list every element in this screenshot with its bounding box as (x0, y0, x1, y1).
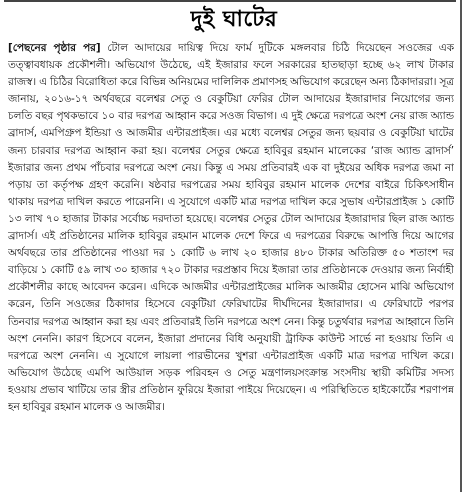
top-divider (4, 0, 456, 2)
article-paragraph (8, 40, 454, 416)
headline: দুই ঘাটের (190, 7, 278, 32)
continuation-kicker: [পেছনের পৃষ্ঠার পর] (8, 42, 101, 54)
article-body (8, 40, 454, 488)
article-text: টোল আদায়ের দায়িত্ব দিয়ে ফার্ম দুটিকে মঙ্গলবার চিঠি দিয়েছেন সওজের এক তত্ত্বাবধায়ক প্রকৌশলী। অভিযোগ উঠেছে, এই ইজারার ফলে সরকারের হাতছাড়া হচ্ছে ৬২ লাখ টাকার রাজস্ব। এ চিঠির বিরোধিতা করে বিভিন্ন অনিয়মের দালিলিক প্রমাণসহ অভিযোগ করেছেন অন্য ঠিকাদাররা। সূত্র জানায়, ২০১৬-১৭ অর্থবছরে বলেশ্বর সেতু ও বেকুটিয়া ফেরির টোল আদায়ের ইজারাদার নিয়োগের জন্য চলতি বছর পৃথকভাবে ১০ বার দরপত্র আহ্বান করে সওজ বিভাগ। এ দুই ক্ষেত্রে দরপত্রে অংশ নেয় রাজ অ্যান্ড ব্রাদার্স, এমপিগ্রুপ ইন্ডিয়া ও আজমীর এন্টারপ্রাইজ। এর মধ্যে বলেশ্বর সেতুর জন্য ছয়বার ও বেকুটিয়া ঘাটের জন্য চারবার দরপত্র আহ্বান করা হয়। বলেশ্বর সেতুর ক্ষেত্রে হাবিবুর রহমান মালেকের ‘রাজ অ্যান্ড ব্রাদার্স’ ইজারার জন্য প্রথম পাঁচবার দরপত্রে অংশ নেয়। কিন্তু এ সময় প্রতিবারই এক বা দুইয়ের অধিক দরপত্র জমা না পড়ায় তা কর্তৃপক্ষ গ্রহণ করেনি। ষষ্ঠবার দরপত্রের সময় হাবিবুর রহমান মালেক দেশের বাইরে চিকিৎসাধীন থাকায় দরপত্র দাখিল করতে পারেননি। এ সুযোগে একটি মাত্র দরপত্র দাখিল করে সুভাষ এন্টারপ্রাইজ ১ কোটি ১৩ লাখ ৭০ হাজার টাকার সর্বোচ্চ দরদাতা হয়েছে। বলেশ্বর সেতুর টোল আদায়ের ইজারাদার ছিল রাজ অ্যান্ড ব্রাদার্স। এই প্রতিষ্ঠানের মালিক হাবিবুর রহমান মালেক দেশে ফিরে এ দরপত্রের বিরুদ্ধে আপত্তি দিয়ে আগের অর্থবছরে তার প্রতিষ্ঠানের পাওয়া দর ১ কোটি ৬ লাখ ২০ হাজার ৪৮০ টাকার অতিরিক্ত ৫০ শতাংশ দর বাড়িয়ে ১ কোটি ৫৯ লাখ ৩০ হাজার ৭২০ টাকার দরপ্রস্তাব দিয়ে ইজারা তার প্রতিষ্ঠানকে দেওয়ার জন্য নির্বাহী প্রকৌশলীর কাছে আবেদন করেন। এদিকে আজমীর এন্টারপ্রাইজের মালিক আজমীর হোসেন মাঝি অভিযোগ করেন, তিনি সওজের ঠিকাদার হিসেবে বেকুটিয়া ফেরিঘাটের দীর্ঘদিনের ইজারাদার। এ ফেরিঘাটে পরপর তিনবার দরপত্র আহ্বান করা হয় এবং প্রতিবারই তিনি দরপত্রে অংশ নেন। কিন্তু চতুর্থবার দরপত্র আহ্বানে তিনি অংশ নেননি। কারণ হিসেবে বলেন, ইজারা প্রদানের বিধি অনুযায়ী ট্রাফিক কাউন্ট সার্ভে না হওয়ায় তিনি এ দরপত্রে অংশ নেননি। এ সুযোগে লায়লা পারভীনের খুশরা এন্টারপ্রাইজ একটি মাত্র দরপত্র দাখিল করে। অভিযোগ উঠেছে এমপি আউয়াল সড়ক পরিবহন ও সেতু মন্ত্রণালয়সংক্রান্ত সংসদীয় স্থায়ী কমিটির সদস্য হওয়ায় প্রভাব খাটিয়ে তার স্ত্রীর প্রতিষ্ঠান ফুরিয়ে ইজারা পাইয়ে দিয়েছেন। এ পরিস্থিতিতে হাইকোর্টের শরণাপন্ন হন হাবিবুর রহমান মালেক ও আজমীর। (8, 42, 454, 413)
column-divider (460, 0, 462, 492)
